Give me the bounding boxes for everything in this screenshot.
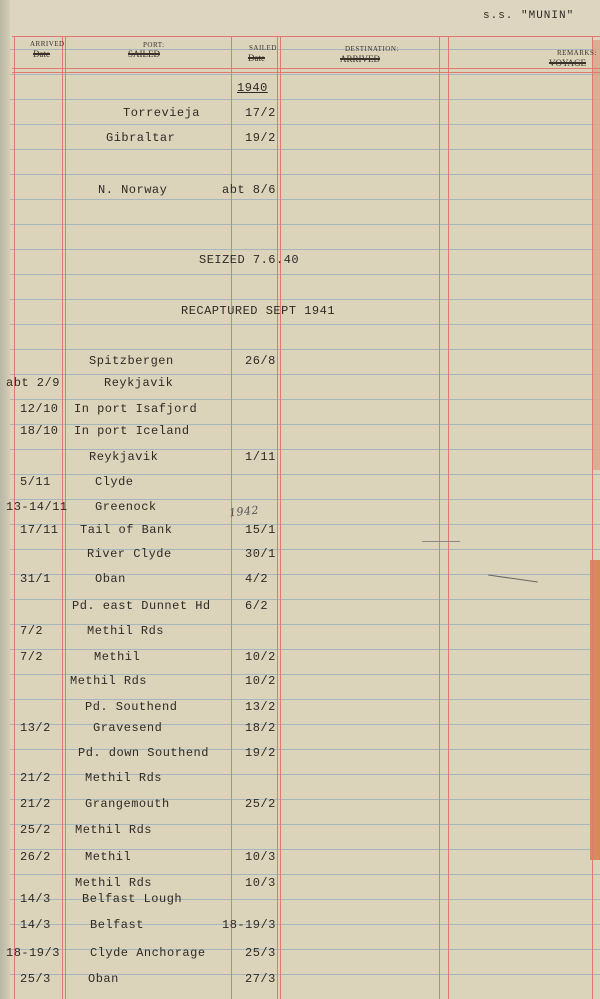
sailed-date: 27/3 — [245, 972, 276, 986]
year-label: 1940 — [237, 81, 268, 95]
sailed-date: 10/2 — [245, 650, 276, 664]
arrived-struck-header: Date — [33, 49, 50, 59]
arrived-date: 26/2 — [20, 850, 51, 864]
port-name: Methil Rds — [70, 674, 148, 688]
arrived-date: 31/1 — [20, 572, 51, 586]
column-rule — [448, 36, 449, 999]
column-rule — [65, 36, 66, 999]
sailed-date: 19/2 — [245, 131, 276, 145]
arrived-date: 18/10 — [20, 424, 59, 438]
arrived-date: abt 2/9 — [6, 376, 60, 390]
arrived-date: 18-19/3 — [6, 946, 60, 960]
port-struck-header: SAILED — [128, 49, 160, 59]
port-name: Pd. down Southend — [78, 746, 209, 760]
sailed-date: 15/1 — [245, 523, 276, 537]
column-rule — [439, 36, 440, 999]
column-rule — [280, 36, 281, 999]
port-name: Pd. Southend — [85, 700, 178, 714]
column-rule — [592, 36, 593, 999]
header-rule-bottom — [12, 68, 600, 69]
arrived-header: ARRIVED — [30, 40, 65, 48]
arrived-date: 21/2 — [20, 797, 51, 811]
port-name: Methil Rds — [87, 624, 165, 638]
handwritten-year: 1942 — [228, 503, 260, 520]
remarks-struck-header: VOYAGE — [549, 58, 586, 68]
port-name: Reykjavik — [104, 376, 174, 390]
sailed-date: 6/2 — [245, 599, 269, 613]
sailed-date: 10/3 — [245, 876, 276, 890]
destination-header: DESTINATION: — [345, 45, 399, 53]
port-name: River Clyde — [87, 547, 172, 561]
arrived-date: 21/2 — [20, 771, 51, 785]
port-name: Spitzbergen — [89, 354, 174, 368]
recaptured-note: RECAPTURED SEPT 1941 — [181, 304, 336, 318]
port-header: PORT: — [143, 41, 165, 49]
arrived-date: 12/10 — [20, 402, 59, 416]
arrived-date: 5/11 — [20, 475, 51, 489]
sailed-date: 26/8 — [245, 354, 276, 368]
arrived-date: 7/2 — [20, 624, 44, 638]
port-name: Greenock — [95, 500, 157, 514]
sailed-date: 17/2 — [245, 106, 276, 120]
header-rule-bottom-2 — [12, 72, 600, 73]
remarks-header: REMARKS: — [557, 49, 597, 57]
sailed-date: 4/2 — [245, 572, 269, 586]
seized-note: SEIZED 7.6.40 — [199, 253, 300, 267]
port-name: Methil Rds — [75, 823, 153, 837]
underlying-page-edge — [592, 40, 600, 470]
port-name: Methil Rds — [85, 771, 163, 785]
arrived-date: 13/2 — [20, 721, 51, 735]
port-name: In port Isafjord — [74, 402, 198, 416]
sailed-date: abt 8/6 — [222, 183, 276, 197]
column-rule — [62, 36, 63, 999]
port-name: Clyde Anchorage — [90, 946, 206, 960]
port-name: Tail of Bank — [80, 523, 173, 537]
port-name: Oban — [88, 972, 119, 986]
ink-smudge — [422, 541, 460, 542]
sailed-date: 1/11 — [245, 450, 276, 464]
port-name: Gravesend — [93, 721, 163, 735]
sailed-date: 10/2 — [245, 674, 276, 688]
port-name: Oban — [95, 572, 126, 586]
port-name: Belfast Lough — [82, 892, 183, 906]
arrived-date: 14/3 — [20, 918, 51, 932]
arrived-date: 25/3 — [20, 972, 51, 986]
header-rule-top — [12, 36, 600, 37]
arrived-date: 25/2 — [20, 823, 51, 837]
sailed-date: 19/2 — [245, 746, 276, 760]
port-name: Reykjavik — [89, 450, 159, 464]
arrived-date: 14/3 — [20, 892, 51, 906]
port-name: Methil — [94, 650, 141, 664]
sailed-date: 18-19/3 — [222, 918, 276, 932]
destination-struck-header: ARRIVED — [340, 54, 380, 64]
sailed-date: 10/3 — [245, 850, 276, 864]
arrived-date: 13-14/11 — [6, 500, 68, 514]
arrived-date: 17/11 — [20, 523, 59, 537]
sailed-date: 13/2 — [245, 700, 276, 714]
sailed-header: SAILED — [249, 44, 277, 52]
arrived-date: 7/2 — [20, 650, 44, 664]
column-rule — [14, 36, 15, 999]
sailed-struck-header: Date — [248, 53, 265, 63]
port-name: Methil Rds — [75, 876, 153, 890]
port-name: Pd. east Dunnet Hd — [72, 599, 211, 613]
port-name: Torrevieja — [123, 106, 201, 120]
sailed-date: 30/1 — [245, 547, 276, 561]
port-name: Grangemouth — [85, 797, 170, 811]
port-name: Clyde — [95, 475, 134, 489]
port-name: Methil — [85, 850, 132, 864]
sailed-date: 25/3 — [245, 946, 276, 960]
port-name: Gibraltar — [106, 131, 176, 145]
port-name: N. Norway — [98, 183, 168, 197]
sailed-date: 18/2 — [245, 721, 276, 735]
sailed-date: 25/2 — [245, 797, 276, 811]
port-name: Belfast — [90, 918, 144, 932]
ship-name: s.s. "MUNIN" — [483, 10, 575, 22]
column-rule — [277, 36, 278, 999]
port-name: In port Iceland — [74, 424, 190, 438]
